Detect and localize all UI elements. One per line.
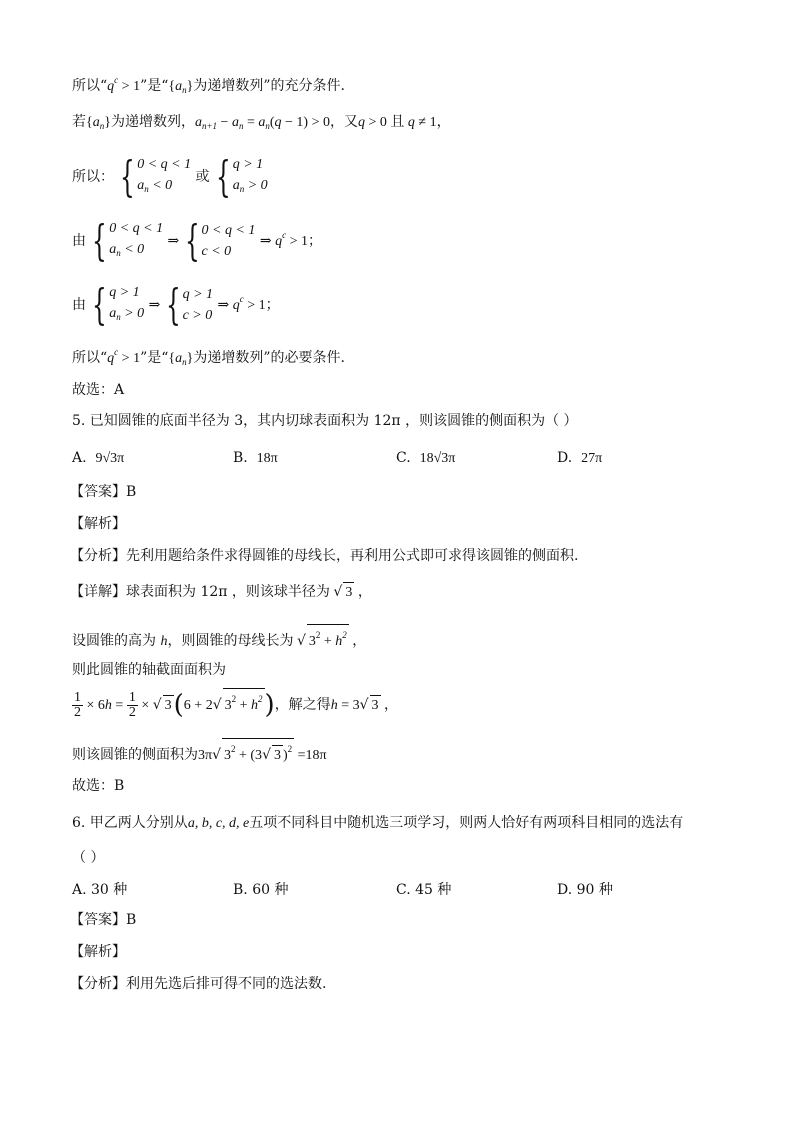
q5-option-d: D. 27π <box>557 450 603 466</box>
q5-answer: 【答案】B <box>70 484 137 500</box>
q6-option-c: C. 45 种 <box>396 882 452 898</box>
q5-detail-4: $\frac{1}{2}$ × 6h = $\frac{1}{2}$ × √ 3(6 + 2√ $3^2 + h^2$)，解之得h = 3√ 3 ， <box>74 689 399 720</box>
q5-option-a: A. 9√3π <box>72 450 125 466</box>
question-5-stem: 5. 已知圆锥的底面半径为 3，其内切球表面积为 12π ，则该圆锥的侧面积为（ ） <box>72 413 578 429</box>
q5-jiexi-heading: 【解析】 <box>70 516 126 532</box>
line-conclusion-sufficient: 所以“$q^c > 1$”是“$\{a_n\}$为递增数列”的充分条件. <box>72 75 345 95</box>
q5-option-b: B. 18π <box>233 450 278 466</box>
q6-option-a: A. 30 种 <box>72 882 128 898</box>
line-increasing-condition: 若$\{a_n\}$为递增数列，$a_{n+1} - a_n = a_n(q - 1) > 0$，又q > 0 且 q ≠ 1， <box>72 114 451 131</box>
q6-option-b: B. 60 种 <box>233 882 289 898</box>
q5-analysis: 【分析】先利用题给条件求得圆锥的母线长，再利用公式即可求得该圆锥的侧面积. <box>70 548 579 564</box>
q5-detail-2: 设圆锥的高为 h，则圆锥的母线长为 √ $3^2 + h^2$ ， <box>72 624 366 652</box>
q5-option-c: C. 18√3π <box>396 450 456 466</box>
q5-detail-1: 【详解】球表面积为 12π ，则该球半径为 √ 3 ， <box>70 582 372 603</box>
question-6-stem: 6. 甲乙两人分别从a, b, c, d, e五项不同科目中随机选三项学习，则两人恰好有两项科目相同的选法有 <box>72 815 684 831</box>
q5-choose: 故选：B <box>72 778 125 794</box>
question-6-paren: （ ） <box>72 850 105 866</box>
line-case-1: 由 { 0 < q < 1 $a_n < 0$ ⇒ { 0 < q < 1 c < 0 ⇒ $q^c > 1$； <box>72 216 323 265</box>
line-case-system: 所以： { 0 < q < 1 $a_n < 0$ 或 { q > 1 $a_n > 0$ <box>72 152 268 201</box>
q5-detail-3: 则此圆锥的轴截面面积为 <box>72 662 226 678</box>
answer-line-q4: 故选：A <box>72 382 125 398</box>
line-case-2: 由 { q > 1 $a_n > 0$ ⇒ { q > 1 c > 0 ⇒ $q^c > 1$； <box>72 280 280 329</box>
q5-detail-5: 则该圆锥的侧面积为3π√ $3^2 + (3√$ 3 )$^2$ =18π <box>72 738 327 766</box>
q6-answer: 【答案】B <box>70 912 137 928</box>
q6-jiexi-heading: 【解析】 <box>70 944 126 960</box>
q6-analysis: 【分析】利用先选后排可得不同的选法数. <box>70 976 327 992</box>
q6-option-d: D. 90 种 <box>557 882 613 898</box>
line-conclusion-necessary: 所以“$q^c > 1$”是“$\{a_n\}$为递增数列”的必要条件. <box>72 347 345 367</box>
